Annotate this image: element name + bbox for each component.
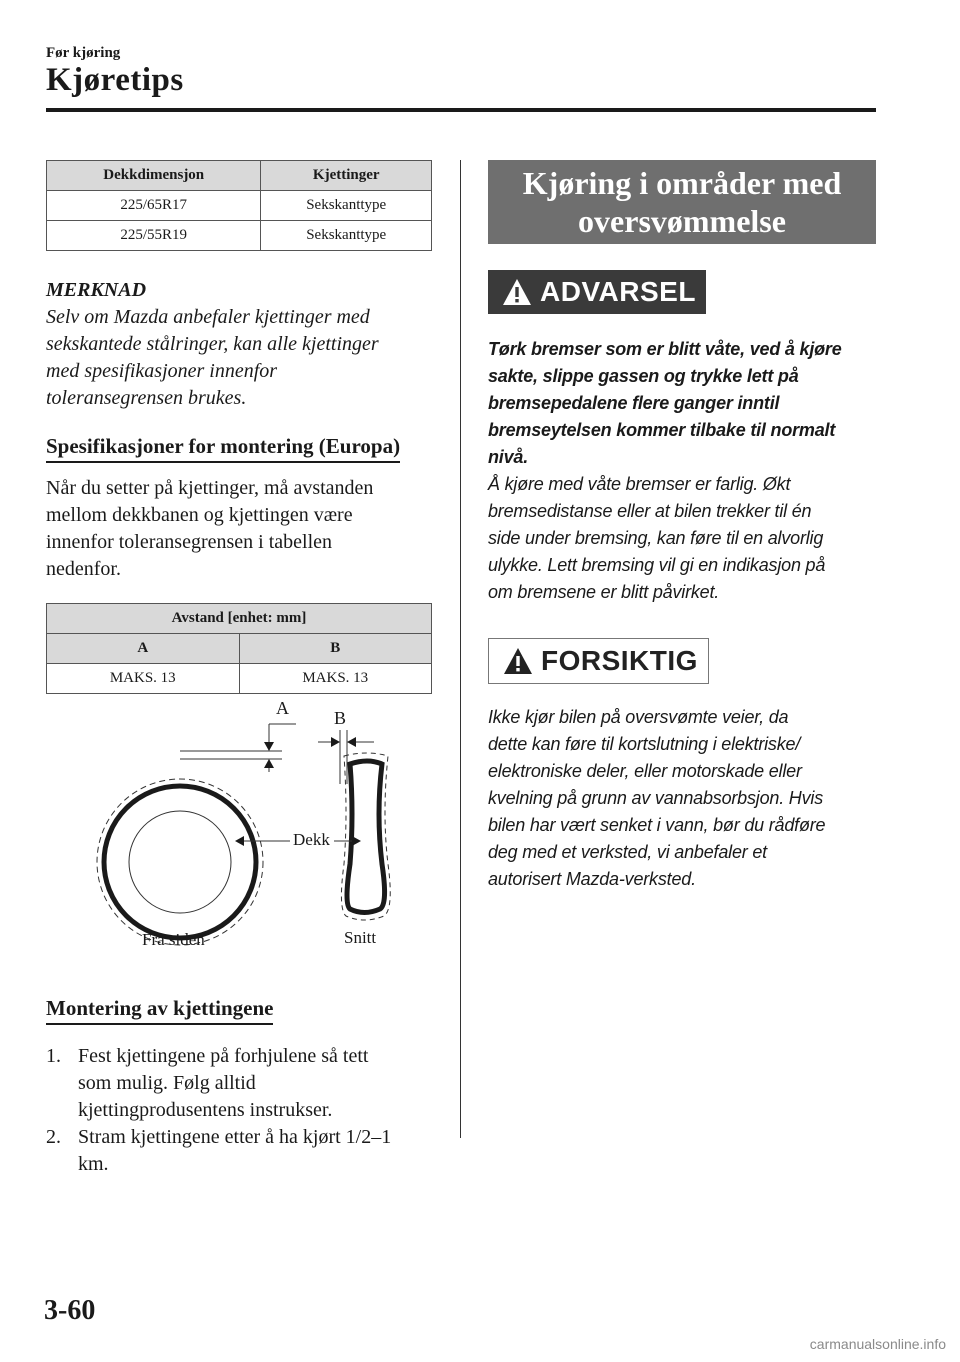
label-side-view: Fra siden — [142, 930, 205, 949]
warning-line: bremsedistanse eller at bilen trekker til én — [488, 501, 812, 521]
label-cross-section: Snitt — [344, 928, 377, 947]
caution-line: autorisert Mazda-verksted. — [488, 869, 696, 889]
table-header: B — [239, 634, 432, 664]
spec-heading: Spesifikasjoner for montering (Europa) — [46, 434, 400, 463]
caution-line: bilen har vært senket i vann, bør du rådføre — [488, 815, 826, 835]
warning-line: om bremsene er blitt påvirket. — [488, 582, 720, 602]
section-label: Før kjøring — [46, 45, 121, 61]
table-row — [47, 221, 432, 251]
label-b: B — [334, 708, 347, 728]
step-line: Stram kjettingene etter å ha kjørt 1/2–1 — [78, 1126, 392, 1148]
caution-label-text: FORSIKTIG — [541, 645, 698, 676]
label-tire: Dekk — [293, 830, 330, 849]
table-header: Dekkdimensjon — [47, 161, 261, 191]
table-row — [47, 664, 432, 694]
warning-line: side under bremsing, kan føre til en alvorlig — [488, 528, 824, 548]
banner-line: Kjøring i områder med — [522, 165, 842, 201]
spec-paragraph — [46, 475, 432, 583]
warning-label-text: ADVARSEL — [540, 276, 696, 307]
caution-text — [488, 704, 878, 893]
note-heading: MERKNAD — [46, 279, 147, 301]
step-line: som mulig. Følg alltid — [78, 1072, 256, 1094]
tire-chain-figure — [46, 698, 432, 970]
table-cell: 225/65R17 — [47, 191, 261, 221]
table-cell: 225/55R19 — [47, 221, 261, 251]
mount-steps — [46, 1043, 432, 1178]
table-cell: Sekskanttype — [261, 221, 432, 251]
list-item — [46, 1043, 432, 1124]
caution-line: dette kan føre til kortslutning i elektriske/ — [488, 734, 801, 754]
note-line: med spesifikasjoner innenfor — [46, 360, 278, 382]
distance-table — [46, 603, 432, 694]
caution-line: kvelning på grunn av vannabsorbsjon. Hvis — [488, 788, 824, 808]
step-line: Fest kjettingene på forhjulene så tett — [78, 1045, 369, 1067]
warning-line: ulykke. Lett bremsing vil gi en indikasjon på — [488, 555, 826, 575]
step-line: km. — [78, 1153, 109, 1175]
note-line: sekskantede stålringer, kan alle kjettinger — [46, 333, 379, 355]
warning-text — [488, 336, 878, 606]
table-header: A — [47, 634, 240, 664]
table-row — [47, 191, 432, 221]
left-column — [46, 160, 432, 1178]
warning-label — [488, 270, 706, 314]
step-number: 1. — [46, 1045, 61, 1067]
label-a: A — [276, 698, 289, 718]
caution-line: deg med et verksted, vi anbefaler et — [488, 842, 767, 862]
warning-bold-line: bremseytelsen kommer tilbake til normalt — [488, 420, 836, 440]
list-item — [46, 1124, 432, 1178]
page-number: 3-60 — [44, 1295, 96, 1326]
table-title: Avstand [enhet: mm] — [47, 604, 432, 634]
spec-line: Når du setter på kjettinger, må avstanden — [46, 477, 374, 499]
column-divider — [460, 160, 461, 1138]
warning-bold-line: Tørk bremser som er blitt våte, ved å kjøre — [488, 339, 842, 359]
warning-triangle-icon — [502, 278, 532, 306]
warning-bold-line: sakte, slippe gassen og trykke lett på — [488, 366, 799, 386]
warning-line: Å kjøre med våte bremser er farlig. Økt — [488, 474, 791, 494]
spec-line: nedenfor. — [46, 558, 121, 580]
page-title: Kjøretips — [46, 62, 184, 98]
step-line: kjettingprodusentens instrukser. — [78, 1099, 333, 1121]
footer-watermark: carmanualsonline.info — [809, 1336, 946, 1352]
step-number: 2. — [46, 1126, 61, 1148]
table-cell: Sekskanttype — [261, 191, 432, 221]
note-line: Selv om Mazda anbefaler kjettinger med — [46, 306, 370, 328]
table-cell: MAKS. 13 — [47, 664, 240, 694]
warning-bold-line: bremsepedalene flere ganger inntil — [488, 393, 780, 413]
spec-line: mellom dekkbanen og kjettingen være — [46, 504, 353, 526]
caution-line: Ikke kjør bilen på oversvømte veier, da — [488, 707, 789, 727]
right-column — [488, 160, 878, 893]
mount-heading: Montering av kjettingene — [46, 996, 273, 1025]
note-block — [46, 277, 432, 412]
caution-line: elektroniske deler, eller motorskade eller — [488, 761, 802, 781]
note-line: toleransegrensen brukes. — [46, 387, 247, 409]
warning-triangle-icon — [503, 647, 533, 675]
spec-line: innenfor toleransegrensen i tabellen — [46, 531, 332, 553]
header-rule — [46, 108, 876, 112]
caution-label — [488, 638, 709, 684]
warning-bold-line: nivå. — [488, 447, 529, 467]
table-cell: MAKS. 13 — [239, 664, 432, 694]
flood-section-banner — [488, 160, 876, 244]
tire-chain-table — [46, 160, 432, 251]
banner-line: oversvømmelse — [578, 203, 786, 239]
table-header: Kjettinger — [261, 161, 432, 191]
